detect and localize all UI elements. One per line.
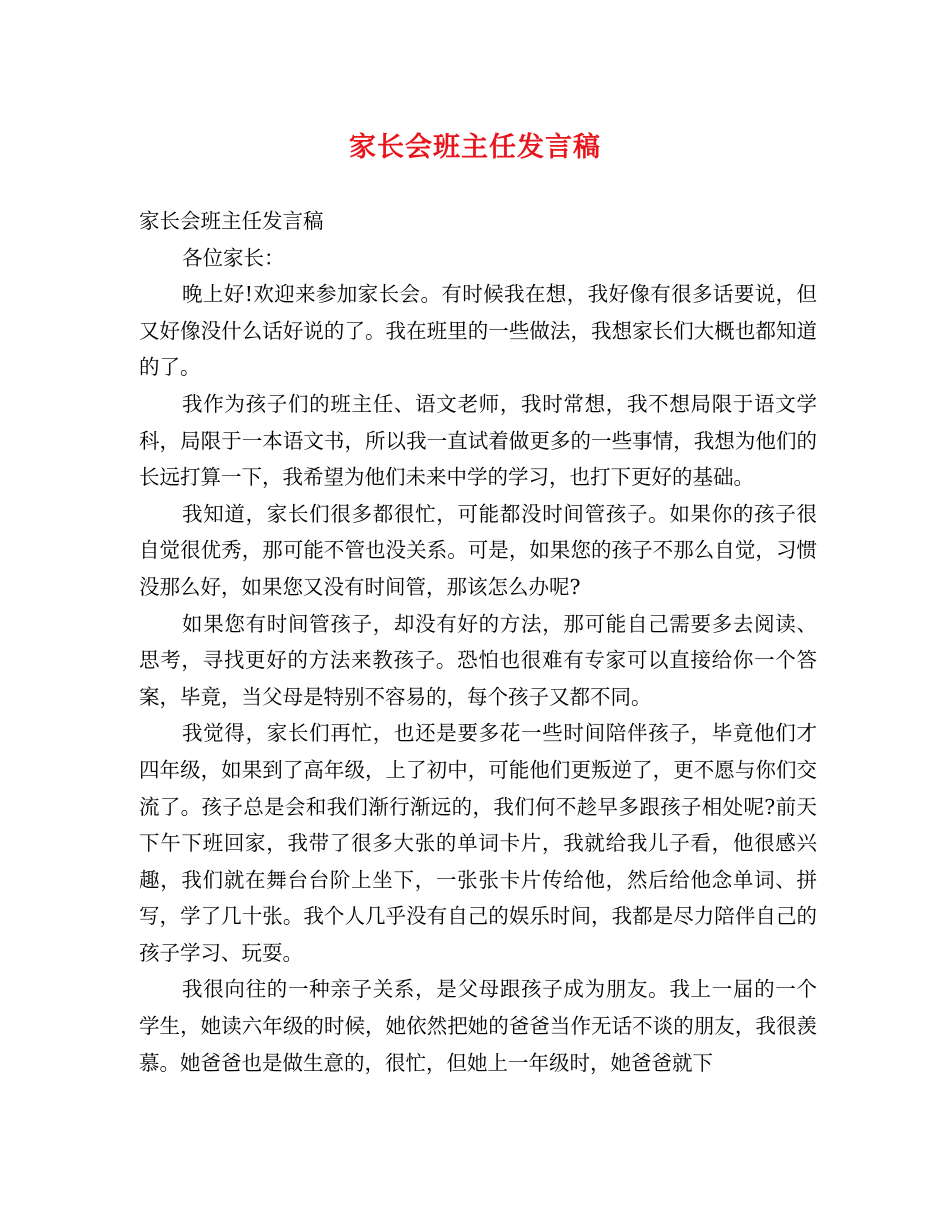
paragraph: 我知道，家长们很多都很忙，可能都没时间管孩子。如果你的孩子很自觉很优秀，那可能不管也没关系。可是，如果您的孩子不那么自觉，习惯没那么好，如果您又没有时间管，那该怎么办呢?: [139, 501, 817, 599]
document-subtitle: 家长会班主任发言稿: [139, 209, 324, 233]
salutation: 各位家长：: [182, 245, 285, 270]
document-title: 家长会班主任发言稿: [349, 132, 601, 163]
paragraph: 我很向往的一种亲子关系，是父母跟孩子成为朋友。我上一届的一个学生，她读六年级的时候，她依然把她的爸爸当作无话不谈的朋友，我很羡慕。她爸爸也是做生意的，很忙，但她上一年级时，她爸爸就下: [139, 977, 817, 1075]
document-body: [139, 203, 817, 1081]
paragraph: 如果您有时间管孩子，却没有好的方法，那可能自己需要多去阅读、思考，寻找更好的方法来教孩子。恐怕也很难有专家可以直接给你一个答案，毕竟，当父母是特别不容易的，每个孩子又都不同。: [139, 611, 817, 709]
paragraph: 晚上好!欢迎来参加家长会。有时候我在想，我好像有很多话要说，但又好像没什么话好说的了。我在班里的一些做法，我想家长们大概也都知道的了。: [139, 282, 817, 380]
paragraph: 我觉得，家长们再忙，也还是要多花一些时间陪伴孩子，毕竟他们才四年级，如果到了高年级，上了初中，可能他们更叛逆了，更不愿与你们交流了。孩子总是会和我们渐行渐远的，我们何不趁早多跟孩子相处呢?前天下午下班回家，我带了很多大张的单词卡片，我就给我儿子看，他很感兴趣，我们就在舞台台阶上坐下，一张张卡片传给他，然后给他念单词、拼写，学了几十张。我个人几乎没有自己的娱乐时间，我都是尽力陪伴自己的孩子学习、玩耍。: [139, 721, 817, 965]
paragraph: 我作为孩子们的班主任、语文老师，我时常想，我不想局限于语文学科，局限于一本语文书，所以我一直试着做更多的一些事情，我想为他们的长远打算一下，我希望为他们未来中学的学习，也打下更好的基础。: [139, 391, 817, 490]
